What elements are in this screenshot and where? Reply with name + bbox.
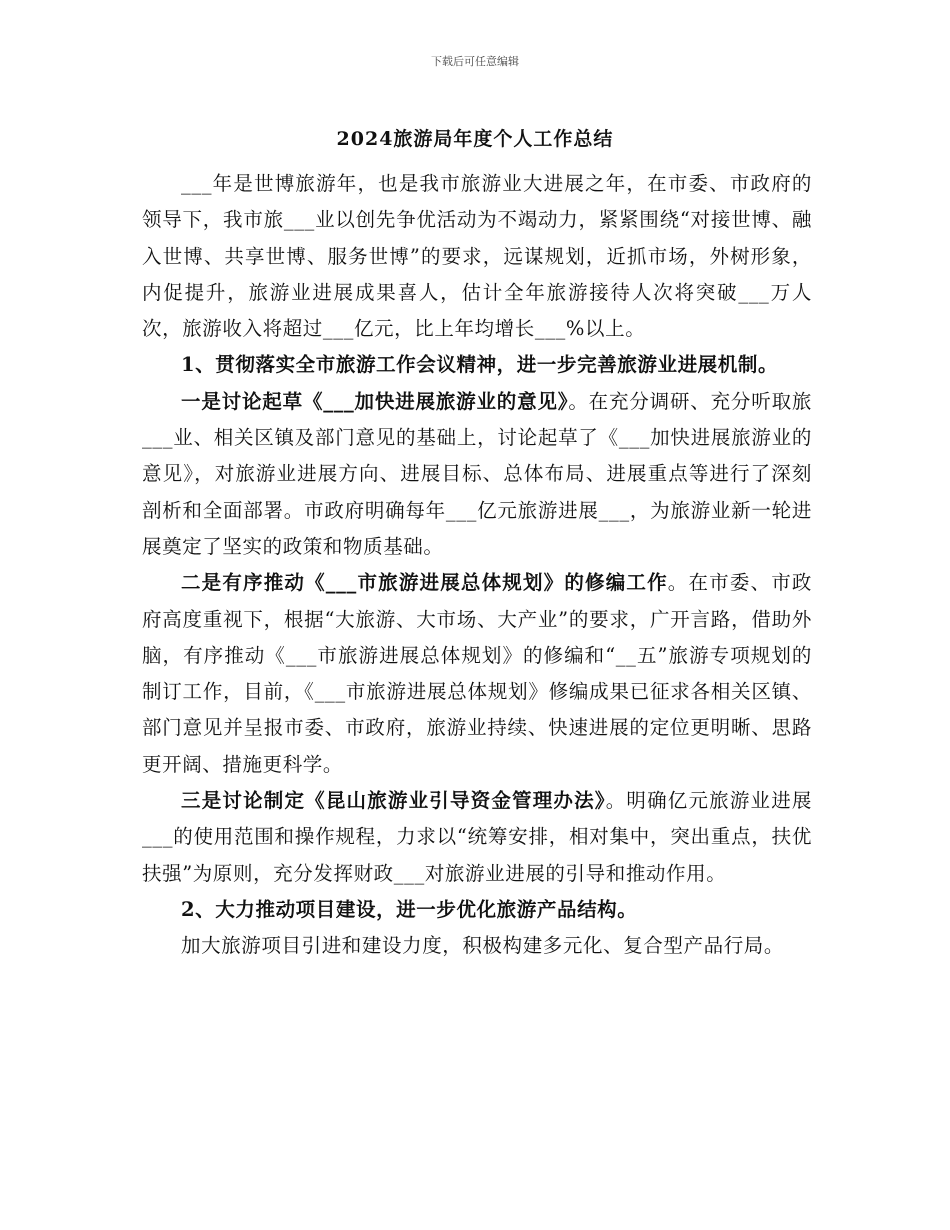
- paragraph-text: 。明确亿元旅游业进展___的使用范围和操作规程，力求以“统筹安排，相对集中，突出重点，扶优扶强”为原则，充分发挥财政___对旅游业进展的引导和推动作用。: [142, 789, 812, 885]
- paragraph-text: ___年是世博旅游年，也是我市旅游业大进展之年，在市委、市政府的领导下，我市旅___业以创先争优活动为不竭动力，紧紧围绕“对接世博、融入世博、共享世博、服务世博”的要求，远谋规划，近抓市场，外树形象，内促提升，旅游业进展成果喜人，估计全年旅游接待人次将突破___万人次，旅游收入将超过___亿元，比上年均增长___%以上。: [142, 172, 812, 341]
- paragraph-intro: [142, 166, 812, 347]
- section-heading-1: [142, 347, 812, 383]
- paragraph-text: 加大旅游项目引进和建设力度，积极构建多元化、复合型产品行局。: [181, 934, 785, 958]
- section-heading-text: 2、大力推动项目建设，进一步优化旅游产品结构。: [181, 897, 638, 921]
- document-title: 2024旅游局年度个人工作总结: [336, 128, 614, 150]
- paragraph-lead: 一是讨论起草《___加快进展旅游业的意见》: [181, 389, 569, 413]
- paragraph-item-1: [142, 384, 812, 565]
- paragraph-text: 。在充分调研、充分听取旅___业、相关区镇及部门意见的基础上，讨论起草了《___加快进展旅游业的意见》，对旅游业进展方向、进展目标、总体布局、进展重点等进行了深刻剖析和全面部署。市政府明确每年___亿元旅游进展___，为旅游业新一轮进展奠定了坚实的政策和物质基础。: [142, 389, 812, 558]
- section-heading-text: 1、贯彻落实全市旅游工作会议精神，进一步完善旅游业进展机制。: [181, 353, 779, 377]
- document-body: [142, 166, 812, 965]
- paragraph-item-3: [142, 783, 812, 892]
- header-note: 下载后可任意编辑: [431, 55, 519, 68]
- paragraph-item-2: [142, 565, 812, 783]
- paragraph-lead: 二是有序推动《___市旅游进展总体规划》的修编工作: [181, 571, 668, 595]
- paragraph-lead: 三是讨论制定《昆山旅游业引导资金管理办法》: [181, 789, 606, 813]
- paragraph-closing: [142, 928, 812, 964]
- paragraph-text: 。在市委、市政府高度重视下，根据“大旅游、大市场、大产业”的要求，广开言路，借助外脑，有序推动《___市旅游进展总体规划》的修编和“__五”旅游专项规划的制订工作，目前，《___市旅游进展总体规划》修编成果已征求各相关区镇、部门意见并呈报市委、市政府，旅游业持续、快速进展的定位更明晰、思路更开阔、措施更科学。: [142, 571, 812, 776]
- section-heading-2: [142, 892, 812, 928]
